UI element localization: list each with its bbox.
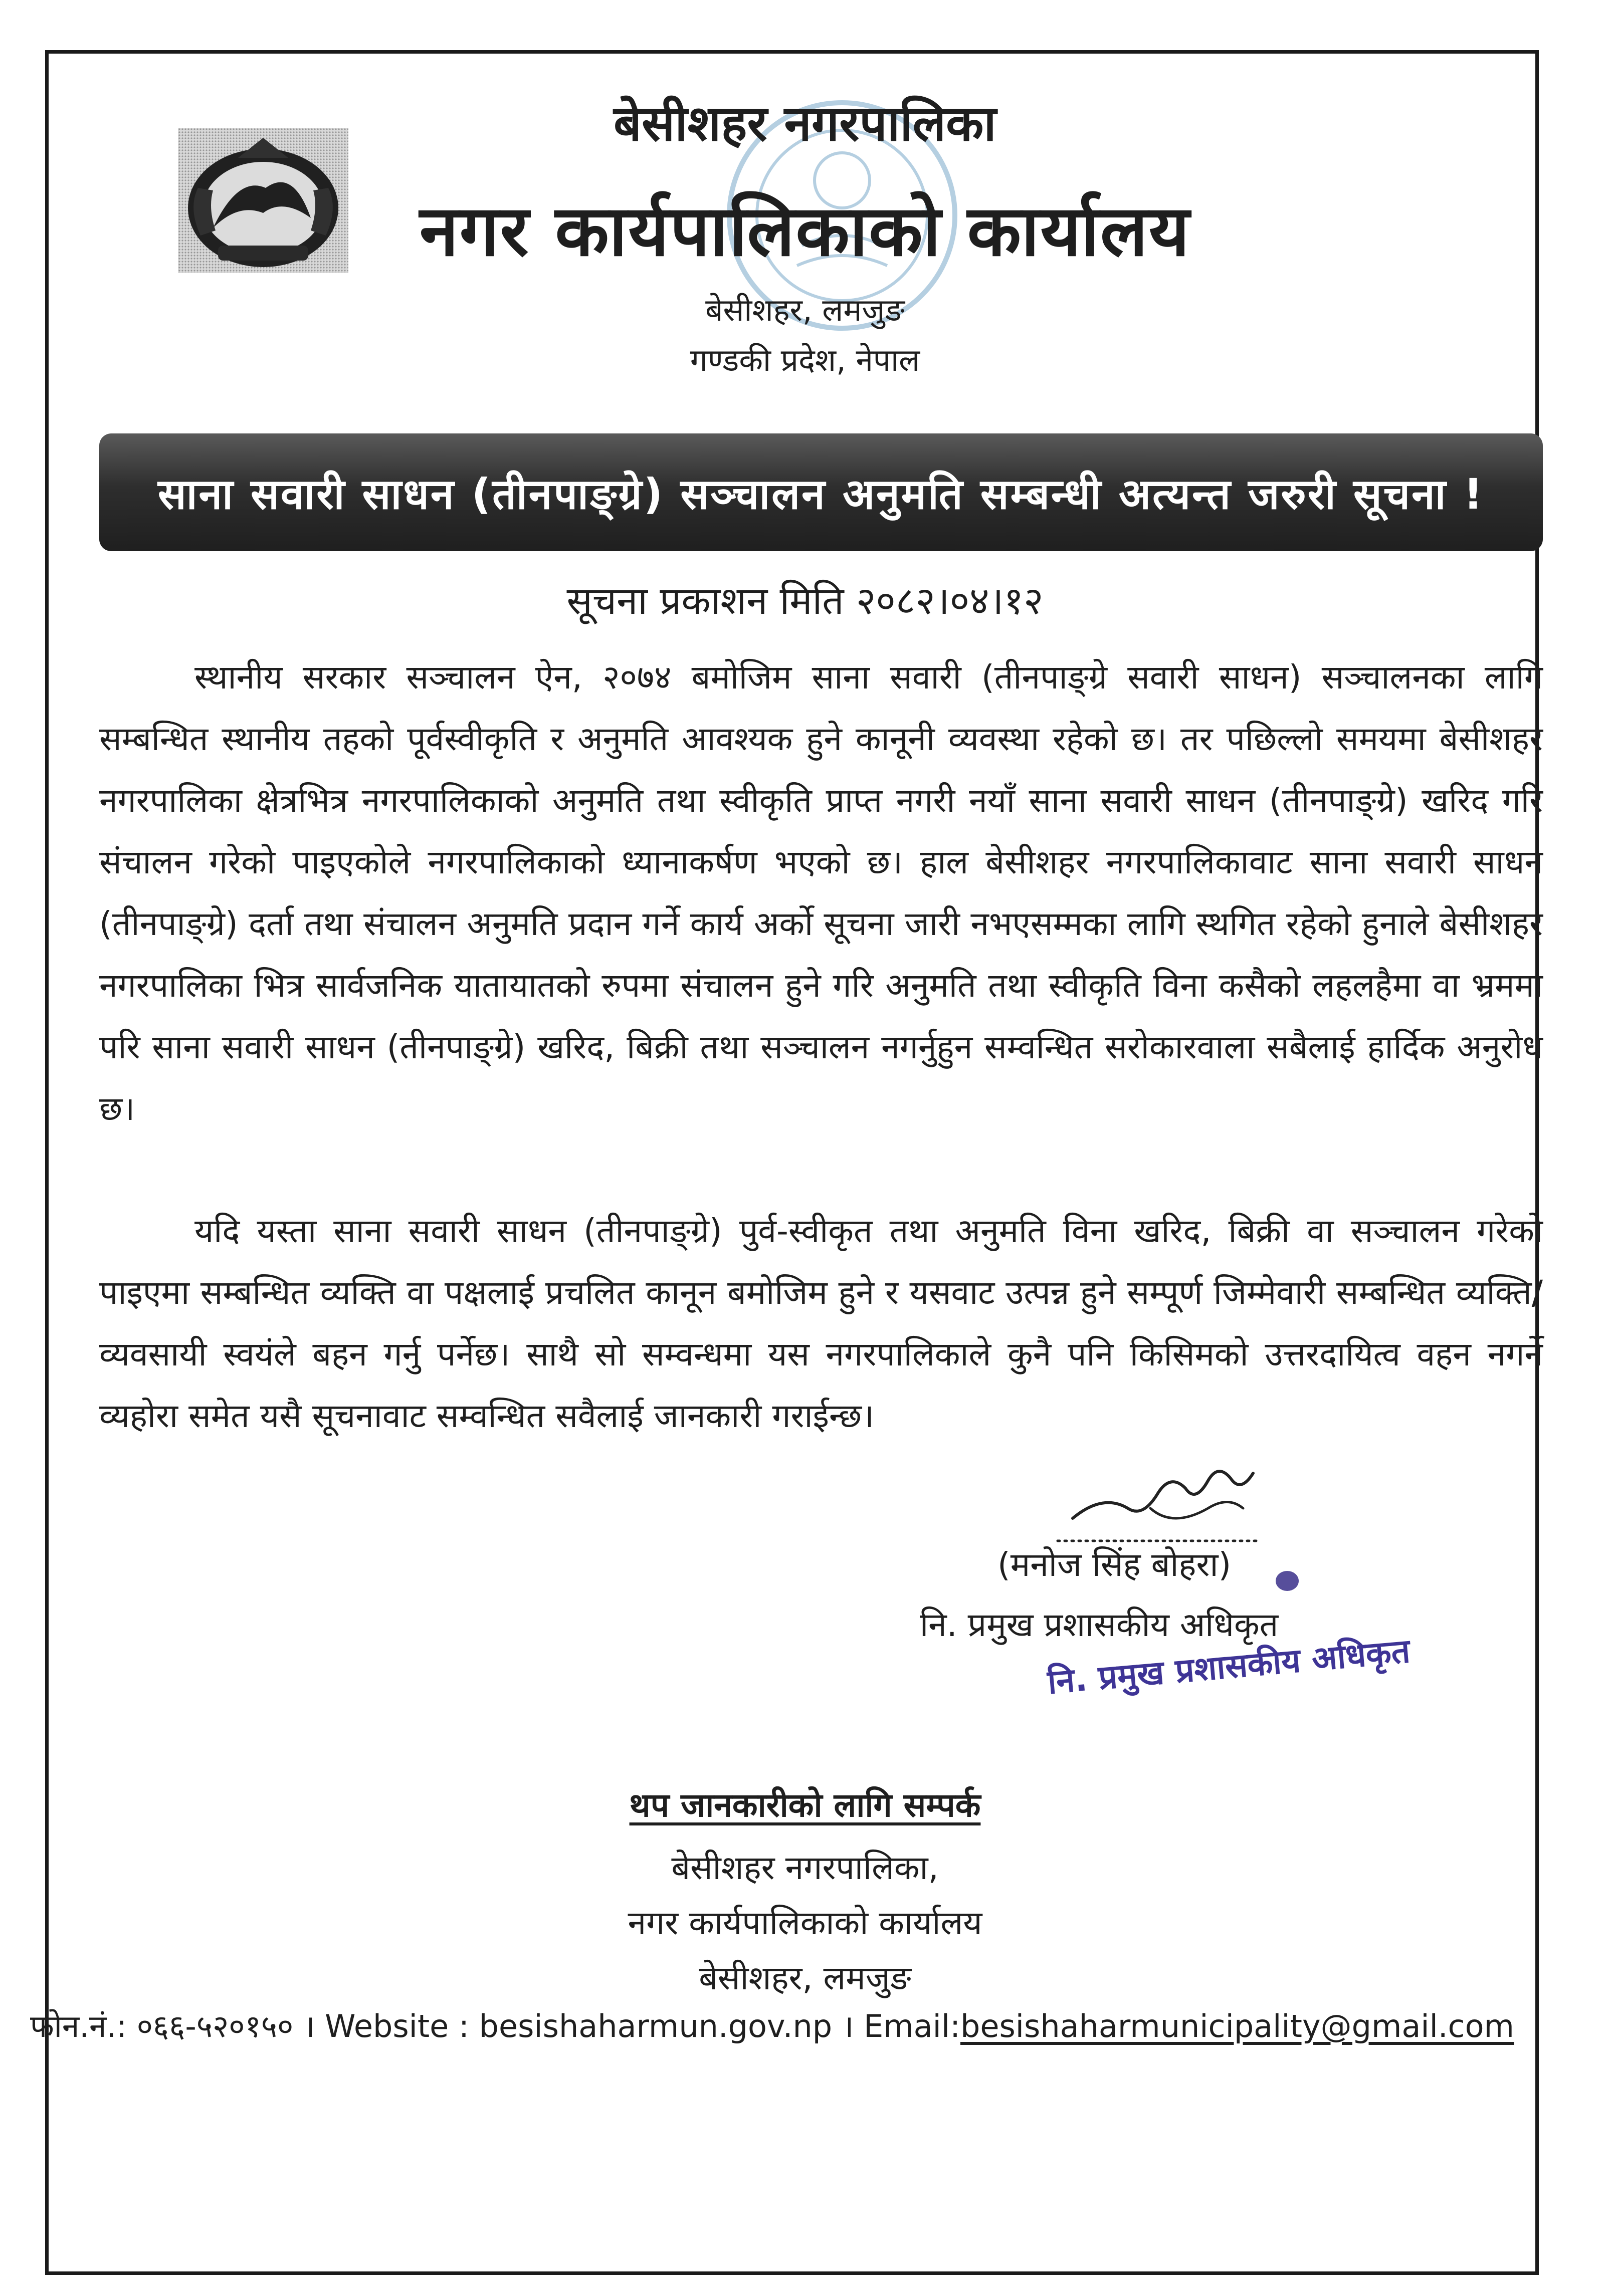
contact-line-1: बेसीशहर नगरपालिका,	[671, 1849, 939, 1887]
designation-stamp: नि. प्रमुख प्रशासकीय अधिकृत	[1046, 1631, 1412, 1702]
body-paragraph-2: यदि यस्ता साना सवारी साधन (तीनपाङ्ग्रे) पुर्व-स्वीकृत तथा अनुमति विना खरिद, बिक्री वा सञ्चालन गरेको पाइएमा सम्बन्धित व्यक्ति वा पक्षलाई प्रचलित कानून बमोजिम हुने र यसवाट उत्पन्न हुने सम्पूर्ण जिम्मेवारी सम्बन्धित व्यक्ति/व्यवसायी स्वयंले बहन गर्नु पर्नेछ। साथै सो सम्वन्धमा यस नगरपालिकाले कुनै पनि किसिमको उत्तरदायित्व वहन नगर्ने व्यहोरा समेत यसै सूचनावाट सम्वन्धित सवैलाई जानकारी गराईन्छ।	[99, 1212, 1543, 1435]
email-label: Email:	[864, 2008, 960, 2044]
contact-line-2: नगर कार्यपालिकाको कार्यालय	[628, 1904, 982, 1942]
contact-footer	[30, 2004, 1559, 2046]
notice-title-banner	[99, 433, 1543, 551]
email-link[interactable]: besishaharmunicipality@gmail.com	[960, 2008, 1514, 2044]
signatory-title: नि. प्रमुख प्रशासकीय अधिकृत	[920, 1605, 1279, 1644]
ink-dot	[1276, 1571, 1299, 1591]
notice-title: साना सवारी साधन (तीनपाङ्ग्रे) सञ्चालन अनुमति सम्बन्धी अत्यन्त जरुरी सूचना !	[157, 470, 1485, 519]
contact-heading-text: थप जानकारीको लागि सम्पर्क	[629, 1786, 981, 1824]
signatory-name: (मनोज सिंह बोहरा)	[997, 1545, 1232, 1584]
website-link[interactable]: Website : besishaharmun.gov.np	[325, 2008, 833, 2044]
separator: ।	[303, 2008, 325, 2044]
office-name: नगर कार्यपालिकाको कार्यालय	[419, 190, 1191, 272]
publication-date: सूचना प्रकाशन मिति २०८२।०४।१२	[566, 578, 1044, 623]
municipality-name: बेसीशहर नगरपालिका	[614, 95, 996, 152]
separator: ।	[842, 2008, 864, 2044]
contact-line-3: बेसीशहर, लमजुङ	[699, 1959, 911, 1997]
contact-heading	[0, 1781, 1610, 1826]
phone-number: फोन.नं.: ०६६-५२०१५०	[30, 2008, 294, 2044]
address-line-1: बेसीशहर, लमजुङ	[705, 292, 905, 328]
address-line-2: गण्डकी प्रदेश, नेपाल	[690, 342, 920, 378]
signature-icon	[1043, 1433, 1273, 1553]
body-paragraph-1: स्थानीय सरकार सञ्चालन ऐन, २०७४ बमोजिम साना सवारी (तीनपाङ्ग्रे सवारी साधन) सञ्चालनका लागि सम्बन्धित स्थानीय तहको पूर्वस्वीकृति र अनुमति आवश्यक हुने कानूनी व्यवस्था रहेको छ। तर पछिल्लो समयमा बेसीशहर नगरपालिका क्षेत्रभित्र नगरपालिकाको अनुमति तथा स्वीकृति प्राप्त नगरी नयाँ साना सवारी साधन (तीनपाङ्ग्रे) खरिद गरि संचालन गरेको पाइएकोले नगरपालिकाको ध्यानाकर्षण भएको छ। हाल बेसीशहर नगरपालिकावाट साना सवारी साधन (तीनपाङ्ग्रे) दर्ता तथा संचालन अनुमति प्रदान गर्ने कार्य अर्को सूचना जारी नभएसम्मका लागि स्थगित रहेको हुनाले बेसीशहर नगरपालिका भित्र सार्वजनिक यातायातको रुपमा संचालन हुने गरि अनुमति तथा स्वीकृति विना कसैको लहलहैमा वा भ्रममा परि साना सवारी साधन (तीनपाङ्ग्रे) खरिद, बिक्री तथा सञ्चालन नगर्नुहुन सम्वन्धित सरोकारवाला सबैलाई हार्दिक अनुरोध छ।	[99, 658, 1543, 1128]
